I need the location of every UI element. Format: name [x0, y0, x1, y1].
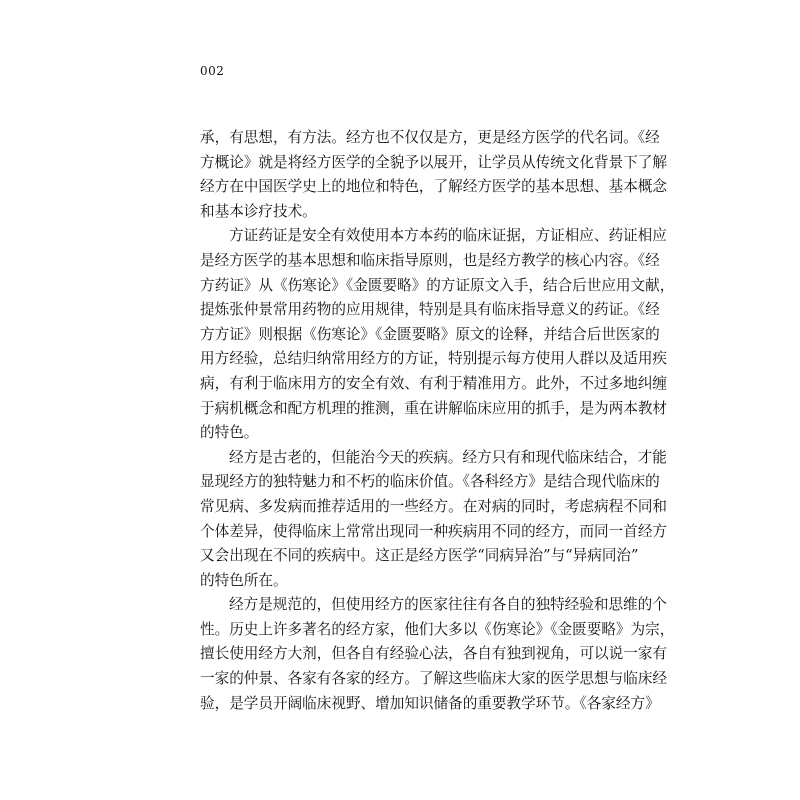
text-line: 方药证》从《伤寒论》《金匮要略》的方证原文入手，结合后世应用文献，: [200, 276, 675, 294]
text-line: 又会出现在不同的疾病中。这正是经方医学“同病异治”与“异病同治”: [200, 547, 639, 565]
text-line: 常见病、多发病而推荐适用的一些经方。在对病的同时，考虑病程不同和: [200, 497, 668, 515]
text-line: 一家的仲景、各家有各家的经方。了解这些临床大家的医学思想与临床经: [200, 670, 668, 688]
text-line: 显现经方的独特魅力和不朽的临床价值。《各科经方》是结合现代临床的: [200, 473, 660, 491]
text-line: 验，是学员开阔临床视野、增加知识储备的重要教学环节。《各家经方》: [200, 694, 660, 712]
text-line: 和基本诊疗技术。: [200, 202, 317, 220]
text-line: 擅长使用经方大剂，但各自有经验心法，各自有独到视角，可以说一家有: [200, 645, 668, 663]
text-line: 承，有思想，有方法。经方也不仅仅是方，更是经方医学的代名词。《经: [200, 129, 660, 146]
text-line: 是经方医学的基本思想和临床指导原则，也是经方教学的核心内容。《经: [200, 251, 660, 269]
text-line: 的特色。: [200, 424, 259, 442]
text-line: 的特色所在。: [200, 571, 288, 589]
text-line: 于病机概念和配方机理的推测，重在讲解临床应用的抓手，是为两本教材: [200, 399, 668, 417]
text-line: 提炼张仲景常用药物的应用规律，特别是具有临床指导意义的药证。《经: [200, 301, 660, 319]
text-line: 性。历史上许多著名的经方家，他们大多以《伤寒论》《金匮要略》为宗，: [200, 620, 675, 638]
text-line: 方方证》则根据《伤寒论》《金匮要略》原文的诠释，并结合后世医家的: [200, 325, 660, 343]
body-text: [200, 126, 675, 716]
page-number: 002: [200, 64, 225, 78]
text-line: 方证药证是安全有效使用本方本药的临床证据，方证相应、药证相应: [229, 227, 667, 245]
text-line: 经方在中国医学史上的地位和特色，了解经方医学的基本思想、基本概念: [200, 178, 668, 196]
text-line: 经方是古老的，但能治今天的疾病。经方只有和现代临床结合，才能: [229, 448, 667, 466]
text-line: 个体差异，使得临床上常常出现同一种疾病用不同的经方，而同一首经方: [200, 522, 668, 540]
text-line: 用方经验，总结归纳常用经方的方证，特别提示每方使用人群以及适用疾: [200, 350, 668, 368]
text-line: 方概论》就是将经方医学的全貌予以展开，让学员从传统文化背景下了解: [200, 153, 668, 171]
text-line: 病，有利于临床用方的安全有效、有利于精准用方。此外，不过多地纠缠: [200, 374, 668, 392]
text-line: 经方是规范的，但使用经方的医家往往有各自的独特经验和思维的个: [229, 596, 667, 614]
